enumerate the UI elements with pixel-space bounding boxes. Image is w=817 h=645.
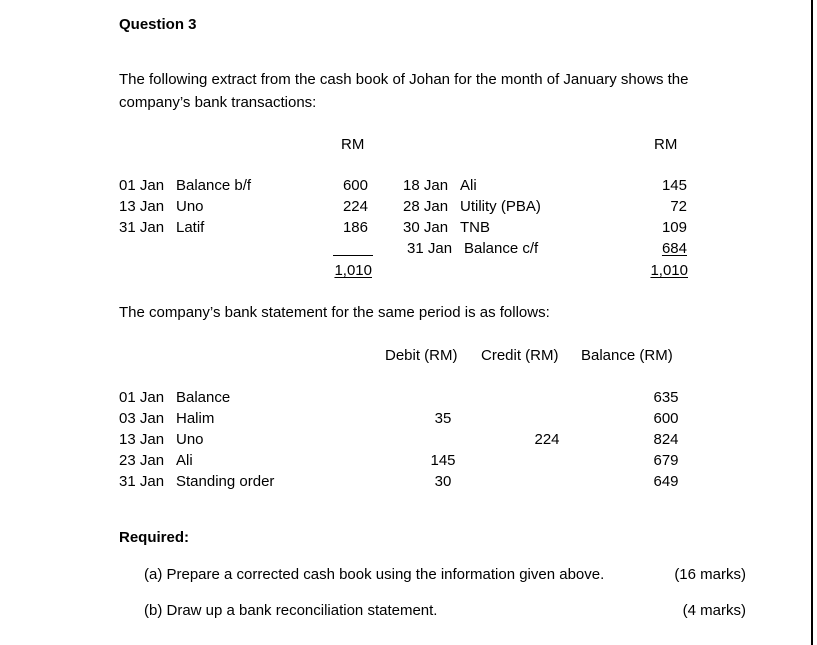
bank-row-date: 31 Jan xyxy=(119,473,165,490)
required-heading: Required: xyxy=(119,529,190,546)
required-item-b: (b) Draw up a bank reconciliation statement. xyxy=(144,602,438,619)
credit-amount: 72 xyxy=(670,198,687,215)
credit-desc: Ali xyxy=(460,177,477,194)
bank-row-date: 13 Jan xyxy=(119,431,165,448)
required-item-a-marks: (16 marks) xyxy=(674,566,746,583)
bank-statement-intro: The company’s bank statement for the same period is as follows: xyxy=(119,304,550,321)
debit-desc: Latif xyxy=(176,219,205,236)
debit-desc: Balance b/f xyxy=(176,177,252,194)
bank-header-debit: Debit (RM) xyxy=(385,347,458,364)
credit-desc: TNB xyxy=(460,219,490,236)
required-item-b-marks: (4 marks) xyxy=(682,602,746,619)
credit-desc: Utility (PBA) xyxy=(460,198,541,215)
bank-row-debit: 30 xyxy=(434,473,452,490)
bank-row-balance: 635 xyxy=(653,389,679,406)
bank-row-balance: 824 xyxy=(653,431,679,448)
debit-date: 01 Jan xyxy=(119,177,165,194)
bank-row-balance: 600 xyxy=(653,410,679,427)
credit-desc: Balance c/f xyxy=(464,240,539,257)
bank-row-desc: Standing order xyxy=(176,473,275,490)
debit-desc: Uno xyxy=(176,198,204,215)
debit-date: 13 Jan xyxy=(119,198,165,215)
bank-row-debit: 35 xyxy=(434,410,452,427)
bank-row-date: 23 Jan xyxy=(119,452,165,469)
debit-amount: 186 xyxy=(342,219,368,236)
bank-row-credit: 224 xyxy=(534,431,560,448)
debit-amount: 224 xyxy=(342,198,368,215)
bank-header-credit: Credit (RM) xyxy=(481,347,559,364)
bank-row-balance: 649 xyxy=(653,473,679,490)
credit-amount: 109 xyxy=(661,219,687,236)
intro-line-2: company’s bank transactions: xyxy=(119,94,317,111)
bank-row-date: 01 Jan xyxy=(119,389,165,406)
bank-row-date: 03 Jan xyxy=(119,410,165,427)
bank-header-balance: Balance (RM) xyxy=(581,347,673,364)
debit-date: 31 Jan xyxy=(119,219,165,236)
credit-total: 1,010 xyxy=(650,262,688,279)
intro-line-1: The following extract from the cash book of Johan for the month of January shows the xyxy=(119,71,689,88)
cash-book-debit-currency: RM xyxy=(341,136,365,153)
credit-date: 28 Jan xyxy=(403,198,449,215)
bank-row-debit: 145 xyxy=(430,452,456,469)
credit-amount: 684 xyxy=(661,240,687,257)
required-item-a: (a) Prepare a corrected cash book using the information given above. xyxy=(144,566,605,583)
debit-total: 1,010 xyxy=(334,262,372,279)
credit-date: 18 Jan xyxy=(403,177,449,194)
page-right-border xyxy=(811,0,813,645)
bank-row-desc: Ali xyxy=(176,452,193,469)
bank-row-desc: Uno xyxy=(176,431,204,448)
debit-total-rule xyxy=(333,255,373,256)
bank-row-balance: 679 xyxy=(653,452,679,469)
debit-amount: 600 xyxy=(342,177,368,194)
cash-book-credit-currency: RM xyxy=(654,136,678,153)
question-title: Question 3 xyxy=(119,16,197,33)
credit-date: 31 Jan xyxy=(407,240,453,257)
credit-amount: 145 xyxy=(661,177,687,194)
bank-row-desc: Halim xyxy=(176,410,215,427)
credit-date: 30 Jan xyxy=(403,219,449,236)
bank-row-desc: Balance xyxy=(176,389,231,406)
